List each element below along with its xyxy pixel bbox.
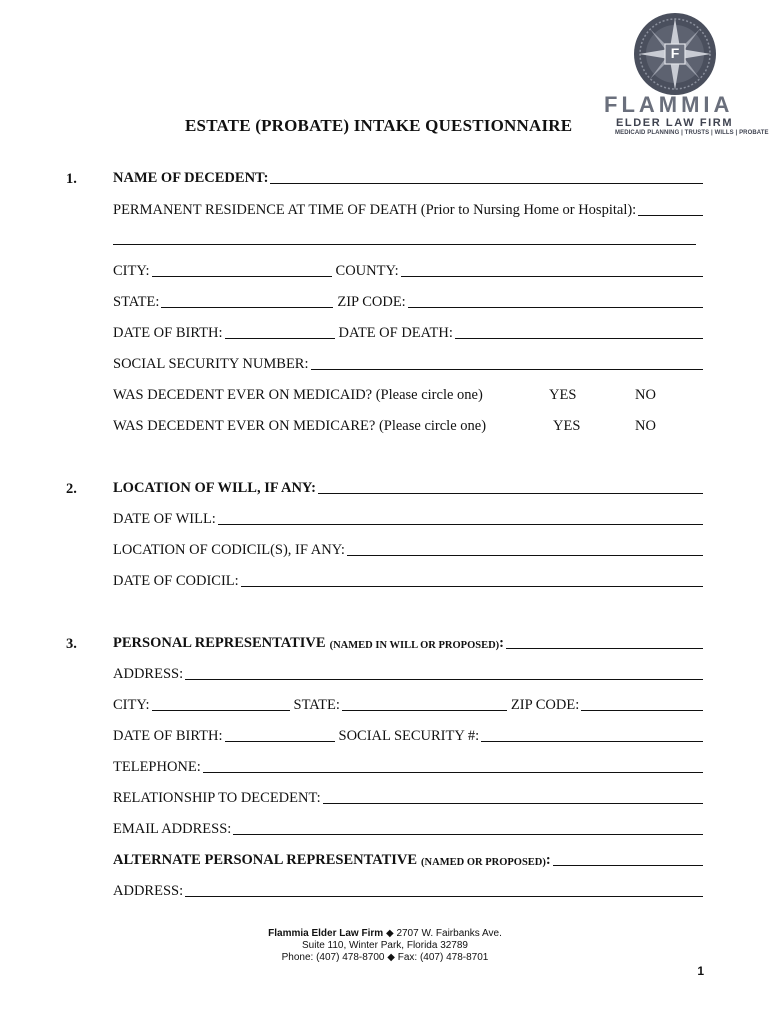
pr-phone-field[interactable] bbox=[203, 772, 703, 773]
alt-address-field[interactable] bbox=[185, 896, 703, 897]
dod-field[interactable] bbox=[455, 338, 703, 339]
logo-name: FLAMMIA bbox=[604, 92, 734, 117]
ssn-label: SOCIAL SECURITY NUMBER: bbox=[113, 356, 309, 372]
pr-dob-ssn-row bbox=[113, 727, 703, 745]
date-codicil-field[interactable] bbox=[241, 586, 703, 587]
footer-firm: Flammia Elder Law Firm bbox=[268, 928, 384, 939]
medicare-row bbox=[113, 417, 486, 435]
alt-pr-field[interactable] bbox=[553, 865, 703, 866]
pr-dob-label: DATE OF BIRTH: bbox=[113, 728, 223, 744]
residence-field[interactable] bbox=[638, 215, 703, 216]
alt-pr-colon: : bbox=[545, 852, 551, 868]
codicil-location-row bbox=[113, 541, 703, 559]
date-will-row bbox=[113, 510, 703, 528]
ssn-field[interactable] bbox=[311, 369, 704, 370]
pr-dob-field[interactable] bbox=[225, 741, 335, 742]
date-will-label: DATE OF WILL: bbox=[113, 511, 216, 527]
dob-label: DATE OF BIRTH: bbox=[113, 325, 223, 341]
pr-address-field[interactable] bbox=[185, 679, 703, 680]
date-codicil-row bbox=[113, 572, 703, 590]
will-location-label: LOCATION OF WILL, IF ANY: bbox=[113, 480, 316, 496]
pr-zip-field[interactable] bbox=[581, 710, 703, 711]
section-number-2: 2. bbox=[66, 481, 77, 497]
pr-email-field[interactable] bbox=[233, 834, 703, 835]
pr-city-state-zip-row bbox=[113, 696, 703, 714]
medicaid-label: WAS DECEDENT EVER ON MEDICAID? (Please circle one) bbox=[113, 387, 483, 403]
decedent-name-label: NAME OF DECEDENT: bbox=[113, 170, 269, 186]
residence-row bbox=[113, 201, 703, 219]
state-label: STATE: bbox=[113, 294, 160, 310]
pr-row bbox=[113, 634, 703, 652]
medicare-yes[interactable]: YES bbox=[553, 418, 581, 434]
pr-state-field[interactable] bbox=[342, 710, 507, 711]
page-title: ESTATE (PROBATE) INTAKE QUESTIONNAIRE bbox=[185, 116, 573, 135]
footer-street: 2707 W. Fairbanks Ave. bbox=[396, 928, 502, 939]
pr-city-label: CITY: bbox=[113, 697, 150, 713]
pr-address-row bbox=[113, 665, 703, 683]
page-number: 1 bbox=[697, 964, 704, 978]
pr-note: (NAMED IN WILL OR PROPOSED) bbox=[329, 640, 500, 651]
section-number-1: 1. bbox=[66, 171, 77, 187]
pr-label: PERSONAL REPRESENTATIVE bbox=[113, 635, 326, 651]
county-label: COUNTY: bbox=[335, 263, 399, 279]
logo-letter: F bbox=[670, 45, 680, 61]
codicil-location-field[interactable] bbox=[347, 555, 703, 556]
medicare-label: WAS DECEDENT EVER ON MEDICARE? (Please circle one) bbox=[113, 418, 487, 434]
logo-subtitle: ELDER LAW FIRM bbox=[616, 117, 734, 129]
alt-pr-note: (NAMED OR PROPOSED) bbox=[421, 857, 546, 868]
will-location-row bbox=[113, 479, 703, 497]
footer-line-3 bbox=[0, 952, 770, 965]
pr-zip-label: ZIP CODE: bbox=[510, 697, 580, 713]
county-field[interactable] bbox=[401, 276, 703, 277]
dob-field[interactable] bbox=[225, 338, 335, 339]
pr-address-label: ADDRESS: bbox=[113, 666, 184, 682]
pr-email-row bbox=[113, 820, 703, 838]
pr-state-label: STATE: bbox=[293, 697, 340, 713]
logo-tagline: MEDICAID PLANNING | TRUSTS | WILLS | PROBATE bbox=[615, 130, 769, 136]
city-field[interactable] bbox=[152, 276, 332, 277]
dob-dod-row bbox=[113, 324, 703, 342]
city-county-row bbox=[113, 262, 703, 280]
medicaid-no[interactable]: NO bbox=[635, 387, 656, 403]
alt-address-row bbox=[113, 882, 703, 900]
pr-relationship-row bbox=[113, 789, 703, 807]
alt-address-label: ADDRESS: bbox=[113, 883, 184, 899]
decedent-name-row bbox=[113, 169, 703, 187]
pr-colon: : bbox=[499, 635, 505, 651]
footer-suite: Suite 110, Winter Park, Florida 32789 bbox=[301, 940, 468, 951]
zip-field[interactable] bbox=[408, 307, 703, 308]
residence-label: PERMANENT RESIDENCE AT TIME OF DEATH (Prior to Nursing Home or Hospital): bbox=[113, 202, 637, 218]
diamond-icon: ◆ bbox=[385, 928, 394, 939]
state-zip-row bbox=[113, 293, 703, 311]
zip-label: ZIP CODE: bbox=[337, 294, 406, 310]
alt-pr-row bbox=[113, 851, 703, 869]
dod-label: DATE OF DEATH: bbox=[338, 325, 453, 341]
section-number-3: 3. bbox=[66, 636, 77, 652]
codicil-location-label: LOCATION OF CODICIL(S), IF ANY: bbox=[113, 542, 345, 558]
firm-logo bbox=[630, 10, 720, 98]
medicare-no[interactable]: NO bbox=[635, 418, 656, 434]
pr-relationship-field[interactable] bbox=[323, 803, 703, 804]
residence-field-2[interactable] bbox=[113, 244, 696, 245]
state-field[interactable] bbox=[161, 307, 333, 308]
pr-field[interactable] bbox=[506, 648, 703, 649]
pr-phone-row bbox=[113, 758, 703, 776]
ssn-row bbox=[113, 355, 703, 373]
pr-relationship-label: RELATIONSHIP TO DECEDENT: bbox=[113, 790, 321, 806]
city-label: CITY: bbox=[113, 263, 150, 279]
pr-phone-label: TELEPHONE: bbox=[113, 759, 201, 775]
footer-line-1 bbox=[0, 928, 770, 941]
pr-ssn-field[interactable] bbox=[481, 741, 703, 742]
medicaid-row bbox=[113, 386, 483, 404]
footer-fax: Fax: (407) 478-8701 bbox=[397, 952, 489, 963]
alt-pr-label: ALTERNATE PERSONAL REPRESENTATIVE bbox=[113, 852, 418, 868]
decedent-name-field[interactable] bbox=[270, 183, 703, 184]
footer-phone: Phone: (407) 478-8700 bbox=[281, 952, 385, 963]
pr-city-field[interactable] bbox=[152, 710, 290, 711]
pr-ssn-label: SOCIAL SECURITY #: bbox=[338, 728, 480, 744]
pr-email-label: EMAIL ADDRESS: bbox=[113, 821, 232, 837]
date-will-field[interactable] bbox=[218, 524, 703, 525]
will-location-field[interactable] bbox=[318, 493, 703, 494]
date-codicil-label: DATE OF CODICIL: bbox=[113, 573, 239, 589]
residence-row-2 bbox=[113, 230, 696, 248]
medicaid-yes[interactable]: YES bbox=[549, 387, 577, 403]
diamond-icon: ◆ bbox=[387, 952, 395, 963]
